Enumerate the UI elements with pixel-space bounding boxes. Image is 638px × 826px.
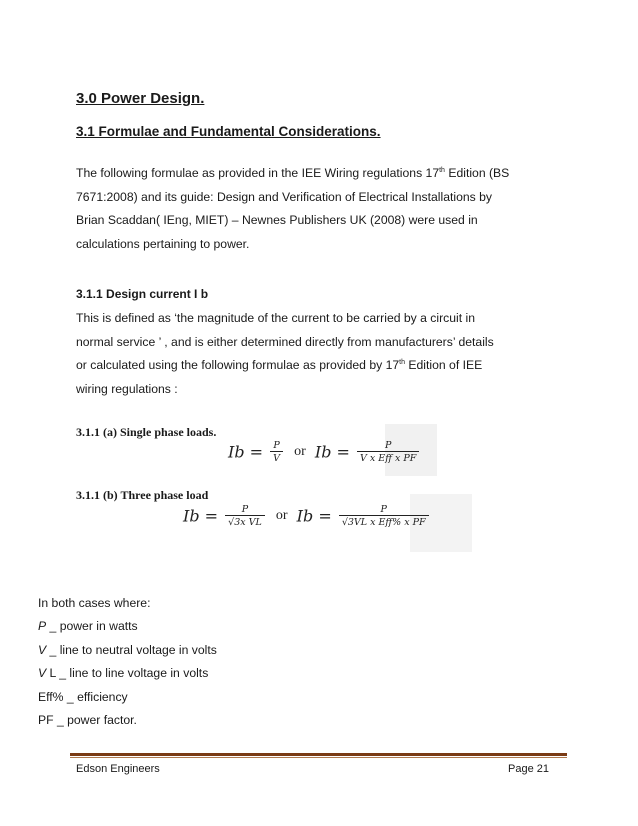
variable-definitions xyxy=(38,592,217,732)
definition-line: This is defined as ‘the magnitude of the current to be carried by a circuit in xyxy=(76,311,476,325)
intro-line: 7671:2008) and its guide: Design and Verification of Electrical Installations by xyxy=(76,189,492,204)
definition-item: P _ power in watts xyxy=(38,619,138,634)
definition-item: V _ line to neutral voltage in volts xyxy=(38,642,217,657)
definition-paragraph xyxy=(76,307,566,401)
design-current-heading: 3.1.1 Design current I b xyxy=(76,287,209,301)
footer-company: Edson Engineers xyxy=(76,763,160,775)
intro-line: Brian Scaddan( IEng, MIET) – Newnes Publishers UK (2008) were used in xyxy=(76,213,478,227)
footer-divider-thin xyxy=(70,757,567,758)
page-number: Page 21 xyxy=(508,763,549,775)
definition-item: Eff% _ efficiency xyxy=(38,689,128,704)
definitions-title: In both cases where: xyxy=(38,596,151,610)
footer-divider xyxy=(70,753,567,756)
three-phase-formula: Ib = $\frac{P}{\text{√3x VL}}$ or Ib = $\frac{P}{\text{√3VL x Eff\% x PF}}$ xyxy=(183,504,431,528)
intro-paragraph xyxy=(76,162,566,256)
definition-item: V L _ line to line voltage in volts xyxy=(38,666,209,681)
section-heading: 3.0 Power Design. xyxy=(76,90,205,107)
definition-line: or calculated using the following formulae as provided by 17th Edition of IEE xyxy=(76,358,483,372)
three-phase-label: 3.1.1 (b) Three phase load xyxy=(76,488,209,502)
definition-line: normal service ’ , and is either determined directly from manufacturers’ details xyxy=(76,334,494,349)
single-phase-formula: Ib = $\frac{P}{V}$ or Ib = $\frac{P}{\text{V x Eff x PF}}$ xyxy=(228,440,421,464)
intro-line: The following formulae as provided in the IEE Wiring regulations 17th Edition (BS xyxy=(76,166,510,180)
subsection-heading: 3.1 Formulae and Fundamental Considerations. xyxy=(76,124,381,139)
single-phase-label: 3.1.1 (a) Single phase loads. xyxy=(76,425,217,439)
intro-line: calculations pertaining to power. xyxy=(76,236,250,251)
definition-item: PF _ power factor. xyxy=(38,713,137,728)
definition-line: wiring regulations : xyxy=(76,381,178,396)
